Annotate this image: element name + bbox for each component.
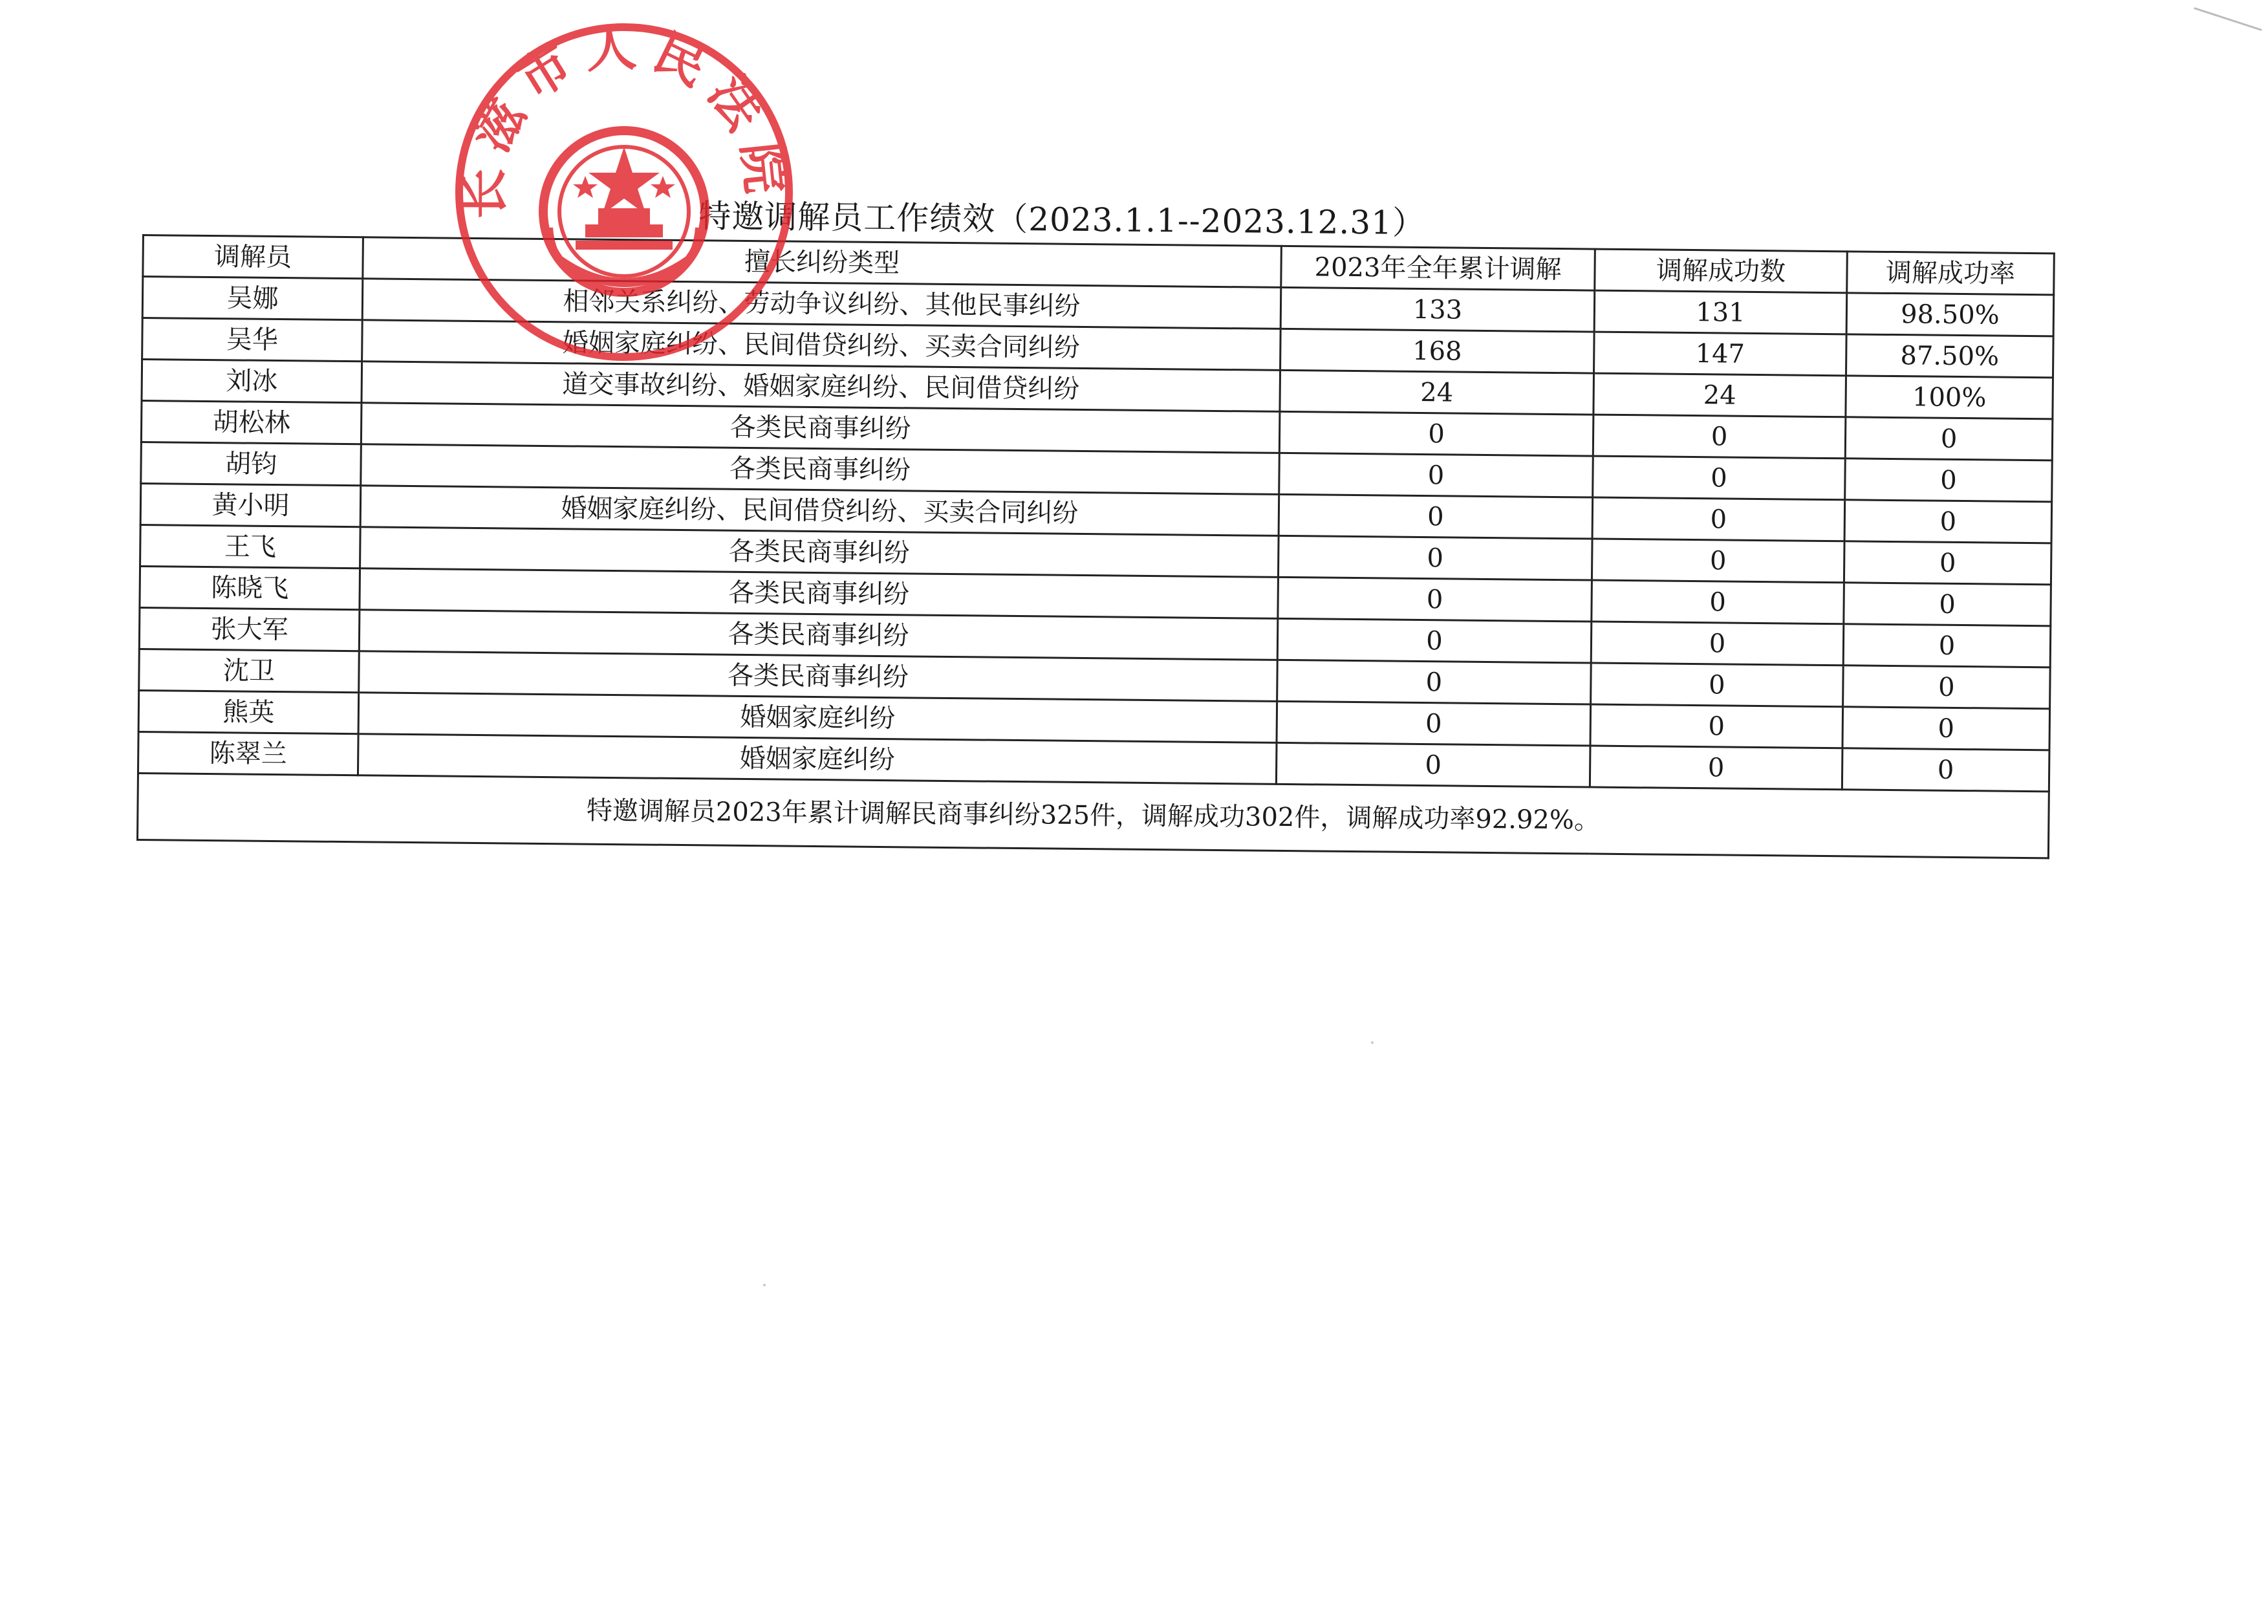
cell-success-count: 131 <box>1594 290 1847 334</box>
cell-dispute-types: 婚姻家庭纠纷、民间借贷纠纷、买卖合同纠纷 <box>360 486 1279 536</box>
cell-total-mediated: 24 <box>1280 370 1594 415</box>
cell-success-count: 0 <box>1592 497 1845 541</box>
cell-success-count: 0 <box>1593 415 1846 459</box>
cell-success-count: 0 <box>1591 622 1844 666</box>
cell-total-mediated: 0 <box>1279 494 1593 539</box>
cell-dispute-types: 道交事故纠纷、婚姻家庭纠纷、民间借贷纠纷 <box>362 362 1280 412</box>
cell-mediator: 吴娜 <box>142 277 363 320</box>
cell-dispute-types: 各类民商事纠纷 <box>359 610 1278 660</box>
cell-success-count: 0 <box>1592 539 1844 583</box>
cell-success-rate: 0 <box>1844 500 2052 543</box>
cell-success-rate: 87.50% <box>1846 334 2054 378</box>
cell-success-count: 0 <box>1590 746 1842 790</box>
header-success-count: 调解成功数 <box>1595 249 1848 293</box>
cell-success-rate: 0 <box>1842 748 2049 792</box>
cell-dispute-types: 各类民商事纠纷 <box>359 651 1278 702</box>
cell-total-mediated: 0 <box>1277 618 1592 663</box>
header-success-rate: 调解成功率 <box>1847 252 2055 295</box>
cell-dispute-types: 婚姻家庭纠纷 <box>358 693 1277 743</box>
cell-success-rate: 0 <box>1843 624 2051 667</box>
cell-success-rate: 0 <box>1844 583 2051 626</box>
cell-mediator: 陈晓飞 <box>140 566 360 609</box>
cell-success-count: 0 <box>1592 580 1844 624</box>
cell-dispute-types: 各类民商事纠纷 <box>361 444 1280 495</box>
cell-total-mediated: 0 <box>1276 742 1590 787</box>
performance-table <box>136 234 2055 859</box>
cell-total-mediated: 133 <box>1280 287 1595 332</box>
cell-dispute-types: 相邻关系纠纷、劳动争议纠纷、其他民事纠纷 <box>362 279 1281 329</box>
cell-success-rate: 0 <box>1842 707 2050 750</box>
cell-mediator: 胡松林 <box>141 401 362 444</box>
cell-success-rate: 98.50% <box>1846 293 2054 336</box>
cell-mediator: 胡钧 <box>141 442 362 485</box>
header-dispute-types: 擅长纠纷类型 <box>363 237 1282 288</box>
cell-total-mediated: 0 <box>1277 701 1591 746</box>
header-mediator: 调解员 <box>143 235 363 279</box>
cell-total-mediated: 0 <box>1278 536 1592 580</box>
cell-success-count: 24 <box>1593 373 1846 417</box>
header-total-mediated: 2023年全年累计调解 <box>1281 246 1595 290</box>
cell-dispute-types: 婚姻家庭纠纷、民间借贷纠纷、买卖合同纠纷 <box>362 320 1281 371</box>
cell-dispute-types: 各类民商事纠纷 <box>360 527 1279 578</box>
cell-total-mediated: 0 <box>1279 411 1593 456</box>
cell-mediator: 刘冰 <box>142 360 362 403</box>
cell-mediator: 吴华 <box>142 318 363 362</box>
cell-total-mediated: 0 <box>1278 577 1592 622</box>
document-title: 特邀调解员工作绩效（2023.1.1--2023.12.31） <box>698 197 1426 243</box>
cell-total-mediated: 168 <box>1280 329 1595 373</box>
summary-text: 特邀调解员2023年累计调解民商事纠纷325件，调解成功302件，调解成功率92.92%。 <box>137 773 2049 858</box>
cell-success-rate: 0 <box>1845 417 2053 460</box>
cell-dispute-types: 各类民商事纠纷 <box>360 568 1279 619</box>
cell-mediator: 黄小明 <box>140 483 361 526</box>
cell-mediator: 熊英 <box>138 690 359 733</box>
cell-success-rate: 0 <box>1844 541 2051 585</box>
cell-total-mediated: 0 <box>1279 453 1593 497</box>
cell-success-count: 0 <box>1591 663 1844 707</box>
cell-dispute-types: 各类民商事纠纷 <box>361 403 1280 453</box>
cell-success-rate: 0 <box>1845 459 2053 502</box>
cell-success-rate: 100% <box>1846 376 2053 419</box>
cell-success-count: 147 <box>1594 332 1847 376</box>
cell-mediator: 沈卫 <box>139 649 360 692</box>
cell-dispute-types: 婚姻家庭纠纷 <box>358 734 1277 785</box>
cell-mediator: 张大军 <box>139 607 360 651</box>
cell-total-mediated: 0 <box>1277 660 1592 704</box>
cell-success-count: 0 <box>1593 456 1846 500</box>
cell-mediator: 陈翠兰 <box>138 731 358 775</box>
cell-mediator: 王飞 <box>140 525 361 568</box>
seal-text-path: 长滋市人民法院 <box>455 18 795 219</box>
cell-success-count: 0 <box>1590 704 1843 748</box>
cell-success-rate: 0 <box>1843 666 2051 709</box>
